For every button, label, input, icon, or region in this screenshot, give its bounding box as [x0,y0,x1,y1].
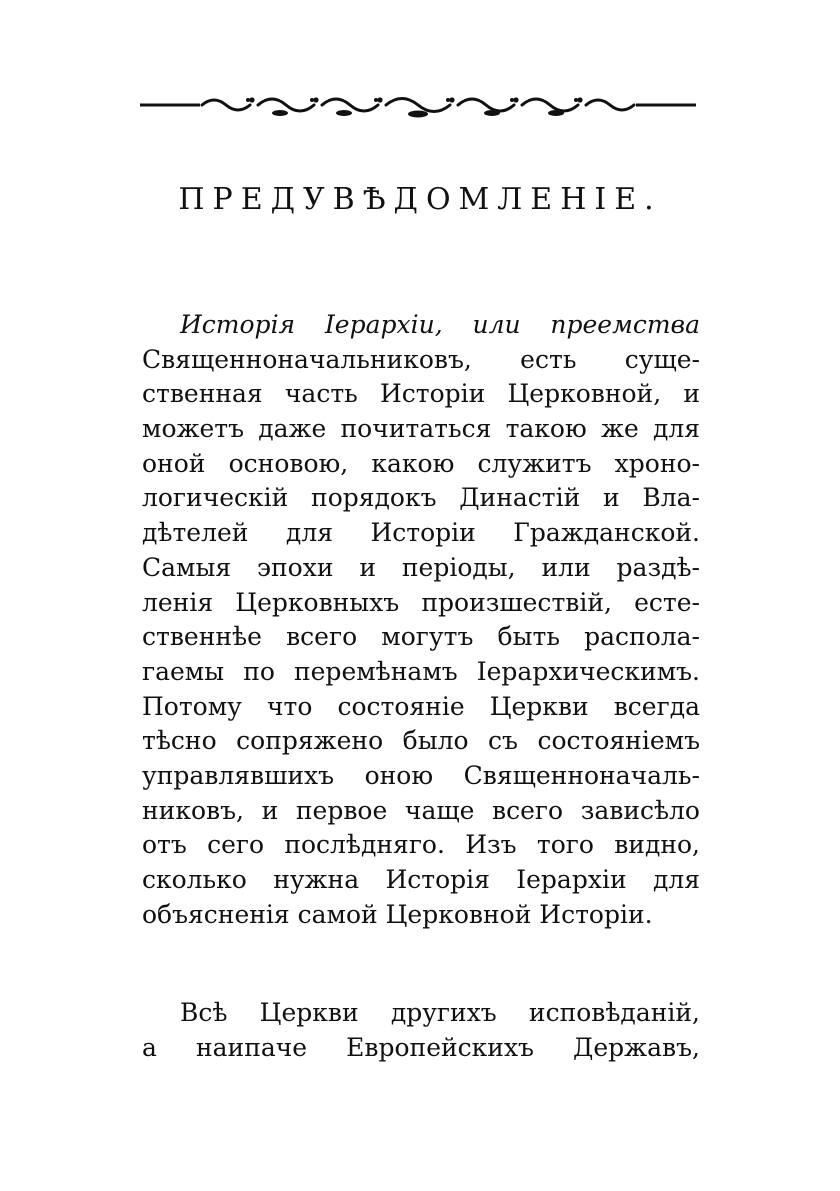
text-line: дѣтелей для Исторіи Гражданской. [142,518,700,548]
paragraph-2 [142,996,700,1065]
text-line: оной основою, какою служитъ хроно- [142,448,700,478]
text-line: тѣсно сопряжено было съ состояніемъ [142,726,700,756]
paragraph-1 [142,308,700,932]
text-line: никовъ, и первое чаще всего зависѣло [142,795,700,825]
ornamental-headpiece [140,88,696,128]
text-line: гаемы по перемѣнамъ Іерархическимъ. [142,656,700,686]
page-title: ПРЕДУВѢДОМЛЕНІЕ. [178,182,662,217]
text-line: объясненія самой Церковной Исторіи. [142,899,653,929]
text-line: отъ сего послѣдняго. Изъ того видно, [142,830,700,860]
text-line: логическій порядокъ Династій и Вла- [142,483,700,513]
text-line: сколько нужна Исторія Іерархіи для [142,865,700,894]
text-line: Священноначальниковъ, есть суще- [142,344,700,374]
text-line: можетъ даже почитаться такою же для [142,414,700,444]
text-line [142,308,700,343]
text-line: Потому что состояніе Церкви всегда [142,691,700,721]
text-line: Самыя эпохи и періоды, или раздѣ- [142,552,700,582]
ornament-scroll-icon [140,88,696,128]
text-line: Всѣ Церкви другихъ исповѣданій, [180,998,700,1027]
text-line: а наипаче Европейскихъ Державъ, [142,1032,700,1062]
text-line: ственная часть Исторіи Церковной, и [142,379,700,409]
text-line: ственнѣе всего могутъ быть распола- [142,622,700,652]
text-line-content: Исторія Іерархіи, или преемства [180,310,700,339]
text-line: управлявшихъ оною Священноначаль- [142,760,700,790]
text-line: ленія Церковныхъ произшествій, есте- [142,587,700,617]
